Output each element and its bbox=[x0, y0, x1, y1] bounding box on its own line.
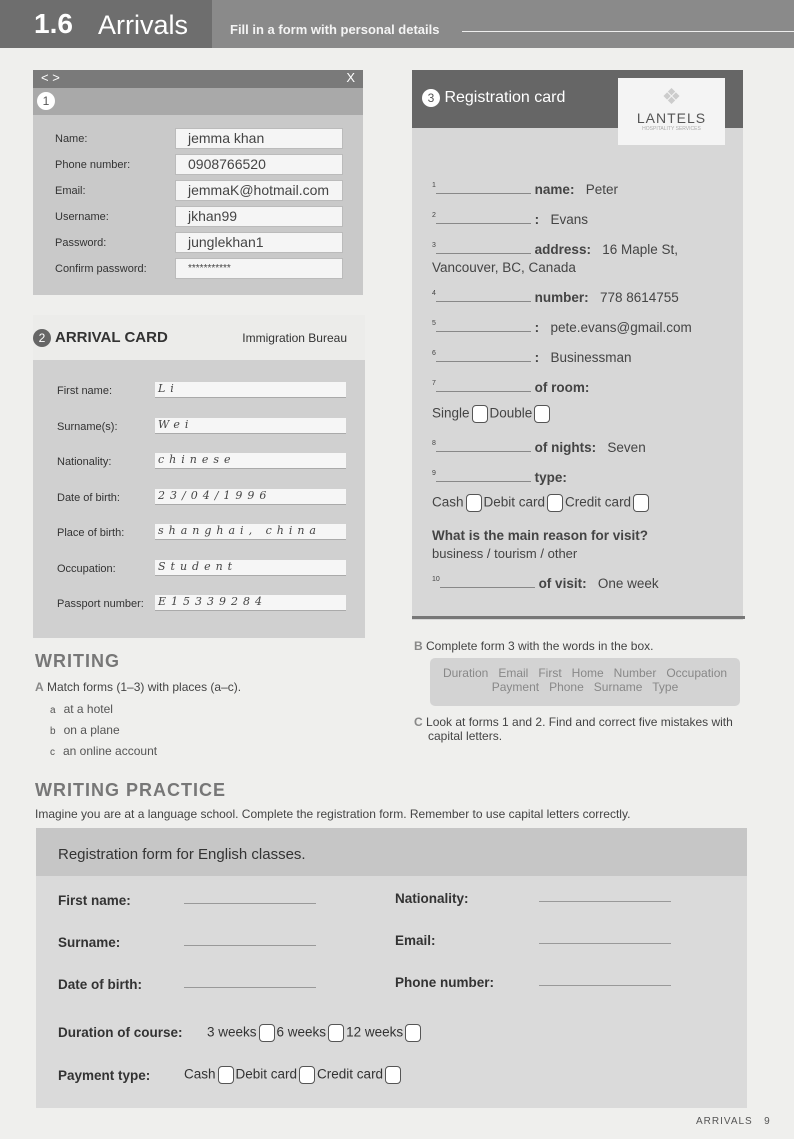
field-value: 778 8614755 bbox=[599, 290, 679, 305]
blank-field[interactable] bbox=[436, 481, 531, 482]
letter-box-input[interactable]: 23/04/1996 bbox=[155, 489, 346, 505]
field-name: name: bbox=[534, 182, 575, 197]
option-debit: Debit card bbox=[483, 494, 546, 510]
checkbox-credit[interactable] bbox=[633, 494, 649, 512]
blank-field[interactable] bbox=[184, 987, 316, 988]
checkbox-credit-card[interactable] bbox=[385, 1066, 401, 1084]
line-number: 10 bbox=[432, 576, 440, 583]
line-number: 5 bbox=[432, 320, 436, 327]
line-number: 6 bbox=[432, 350, 436, 357]
registration-card-title: Registration card bbox=[444, 89, 566, 106]
unit-title: Arrivals bbox=[98, 10, 189, 40]
online-account-form bbox=[33, 70, 363, 295]
exercise-letter: C bbox=[414, 715, 423, 729]
field-name: number: bbox=[534, 290, 589, 305]
option-credit-card: Credit card bbox=[317, 1066, 384, 1082]
blank-field[interactable] bbox=[440, 587, 535, 588]
field-value: 16 Maple St, bbox=[602, 242, 679, 257]
field-name: : bbox=[534, 212, 540, 227]
option-3-weeks: 3 weeks bbox=[207, 1024, 257, 1040]
option-letter: a bbox=[50, 705, 56, 716]
field-value: Peter bbox=[585, 182, 618, 197]
field-name: of room: bbox=[534, 380, 590, 395]
registration-line bbox=[432, 212, 733, 227]
field-label: Password: bbox=[55, 237, 107, 249]
checkbox-single[interactable] bbox=[472, 405, 488, 423]
text-input[interactable]: jkhan99 bbox=[175, 206, 343, 227]
reason-options: business / tourism / other bbox=[432, 546, 578, 561]
blank-field[interactable] bbox=[436, 193, 531, 194]
lantels-logo bbox=[618, 78, 725, 145]
place-option: an online account bbox=[63, 744, 158, 758]
blank-field[interactable] bbox=[436, 361, 531, 362]
field-label: Email: bbox=[395, 933, 436, 948]
text-input[interactable]: jemma khan bbox=[175, 128, 343, 149]
option-12-weeks: 12 weeks bbox=[346, 1024, 404, 1040]
arrival-card-title: ARRIVAL CARD bbox=[55, 329, 168, 346]
registration-line bbox=[432, 380, 733, 395]
blank-field[interactable] bbox=[436, 451, 531, 452]
exercise-letter: B bbox=[414, 639, 423, 653]
field-label: First name: bbox=[57, 385, 113, 397]
blank-field[interactable] bbox=[436, 253, 531, 254]
word-box-line: Payment Phone Surname Type bbox=[491, 680, 679, 694]
blank-field[interactable] bbox=[436, 301, 531, 302]
line-number: 8 bbox=[432, 440, 436, 447]
text-input[interactable]: 0908766520 bbox=[175, 154, 343, 175]
field-label: Username: bbox=[55, 211, 109, 223]
word-box-line: Duration Email First Home Number Occupation bbox=[442, 666, 728, 680]
text-input[interactable]: junglekhan1 bbox=[175, 232, 343, 253]
logo-text: LANTELS bbox=[636, 110, 707, 126]
place-option: on a plane bbox=[63, 723, 120, 737]
payment-type-label: Payment type: bbox=[58, 1068, 151, 1083]
line-number: 3 bbox=[432, 242, 436, 249]
field-label: Place of birth: bbox=[57, 527, 125, 539]
registration-card-form bbox=[412, 70, 743, 620]
blank-field[interactable] bbox=[184, 945, 316, 946]
field-label: Confirm password: bbox=[55, 263, 147, 275]
registration-line bbox=[432, 440, 733, 455]
field-label: Nationality: bbox=[57, 456, 112, 468]
field-name: of nights: bbox=[534, 440, 597, 455]
field-label: Nationality: bbox=[395, 891, 469, 906]
blank-field[interactable] bbox=[539, 943, 671, 944]
line-number: 7 bbox=[432, 380, 436, 387]
field-label: Email: bbox=[55, 185, 86, 197]
footer-section: ARRIVALS bbox=[696, 1116, 753, 1127]
letter-box-input[interactable]: shanghai, china bbox=[155, 524, 346, 540]
duration-label: Duration of course: bbox=[58, 1025, 183, 1040]
field-name: : bbox=[534, 350, 540, 365]
form-number-badge: 3 bbox=[422, 89, 440, 107]
close-icon[interactable]: X bbox=[346, 70, 355, 85]
letter-box-input[interactable]: Student bbox=[155, 560, 346, 576]
checkbox-double[interactable] bbox=[534, 405, 550, 423]
logo-emblem-icon: ❖ bbox=[661, 84, 682, 109]
nav-arrows-icon[interactable]: < > bbox=[41, 70, 60, 85]
form-number-badge: 1 bbox=[37, 92, 55, 110]
exercise-a-instruction: Match forms (1–3) with places (a–c). bbox=[47, 680, 242, 694]
field-label: Phone number: bbox=[55, 159, 131, 171]
exercise-b-instruction: Complete form 3 with the words in the box. bbox=[426, 639, 654, 653]
field-label: Occupation: bbox=[57, 562, 116, 575]
blank-field[interactable] bbox=[539, 901, 671, 902]
field-label: Surname: bbox=[58, 935, 121, 950]
practice-instructions: Imagine you are at a language school. Complete the registration form. Remember to use capital letters correctly. bbox=[35, 807, 631, 821]
letter-box-input[interactable]: Li bbox=[155, 382, 346, 398]
place-option: at a hotel bbox=[63, 702, 113, 716]
option-letter: c bbox=[50, 747, 55, 758]
field-label: Phone number: bbox=[395, 975, 495, 990]
field-label: Date of birth: bbox=[58, 977, 142, 992]
writing-practice-heading: WRITING PRACTICE bbox=[35, 780, 226, 800]
page-number: 9 bbox=[764, 1116, 771, 1127]
text-input[interactable]: *********** bbox=[175, 258, 343, 279]
registration-line bbox=[432, 182, 733, 197]
unit-header bbox=[0, 0, 794, 48]
option-single: Single bbox=[432, 405, 470, 421]
checkbox-3-weeks[interactable] bbox=[259, 1024, 275, 1042]
line-number: 4 bbox=[432, 290, 436, 297]
field-value-continued: Vancouver, BC, Canada bbox=[432, 260, 576, 275]
registration-line bbox=[432, 470, 733, 485]
field-name: type: bbox=[534, 470, 567, 485]
option-letter: b bbox=[50, 726, 56, 737]
english-class-registration-form bbox=[36, 828, 747, 1108]
field-value: One week bbox=[597, 576, 659, 591]
option-6-weeks: 6 weeks bbox=[276, 1024, 327, 1040]
option-double: Double bbox=[489, 405, 533, 421]
checkbox-debit-card[interactable] bbox=[299, 1066, 315, 1084]
text-input[interactable]: jemmaK@hotmail.com bbox=[175, 180, 343, 201]
letter-box-input[interactable]: Wei bbox=[155, 418, 346, 434]
writing-heading: WRITING bbox=[35, 651, 120, 671]
option-cash: Cash bbox=[432, 494, 464, 510]
field-label: Name: bbox=[55, 133, 88, 145]
unit-number: 1.6 bbox=[34, 8, 73, 39]
field-value: Evans bbox=[550, 212, 588, 227]
line-number: 1 bbox=[432, 182, 436, 189]
registration-line bbox=[432, 242, 733, 275]
blank-field[interactable] bbox=[436, 391, 531, 392]
option-credit: Credit card bbox=[565, 494, 632, 510]
field-value: Businessman bbox=[550, 350, 632, 365]
letter-box-input[interactable]: chinese bbox=[155, 453, 346, 469]
letter-box-input[interactable]: E15339284 bbox=[155, 595, 346, 611]
header-rule bbox=[462, 31, 794, 32]
unit-subtitle: Fill in a form with personal details bbox=[230, 22, 440, 37]
field-label: Passport number: bbox=[57, 598, 144, 610]
line-number: 2 bbox=[432, 212, 436, 219]
payment-type-options bbox=[184, 1066, 403, 1084]
option-cash: Cash bbox=[184, 1066, 216, 1082]
blank-field[interactable] bbox=[436, 331, 531, 332]
checkbox-cash[interactable] bbox=[466, 494, 482, 512]
logo-subtext: HOSPITALITY SERVICES bbox=[642, 126, 701, 132]
exercise-letter: A bbox=[35, 680, 44, 694]
field-label: Date of birth: bbox=[57, 491, 120, 504]
field-name: of visit: bbox=[538, 576, 587, 591]
room-options bbox=[432, 405, 733, 423]
word-box bbox=[430, 658, 740, 706]
field-label: Surname(s): bbox=[57, 420, 118, 433]
checkbox-6-weeks[interactable] bbox=[328, 1024, 344, 1042]
blank-field[interactable] bbox=[184, 903, 316, 904]
window-titlebar bbox=[33, 70, 363, 88]
checkbox-cash[interactable] bbox=[218, 1066, 234, 1084]
page-footer bbox=[696, 1116, 771, 1127]
field-value: Seven bbox=[607, 440, 646, 455]
form-number-badge: 2 bbox=[33, 329, 51, 347]
registration-line bbox=[432, 320, 733, 335]
field-name: : bbox=[534, 320, 540, 335]
form3-bottom-rule bbox=[412, 616, 745, 619]
practice-form-title: Registration form for English classes. bbox=[36, 828, 747, 876]
line-number: 9 bbox=[432, 470, 436, 477]
checkbox-12-weeks[interactable] bbox=[405, 1024, 421, 1042]
arrival-card-form bbox=[33, 315, 365, 638]
field-value: pete.evans@gmail.com bbox=[550, 320, 692, 335]
field-name: address: bbox=[534, 242, 591, 257]
reason-question: What is the main reason for visit? bbox=[432, 528, 649, 543]
payment-options bbox=[432, 494, 733, 512]
registration-line bbox=[432, 290, 733, 305]
registration-line bbox=[432, 576, 733, 591]
blank-field[interactable] bbox=[539, 985, 671, 986]
issuer-label: Immigration Bureau bbox=[242, 330, 347, 345]
registration-line bbox=[432, 350, 733, 365]
exercise-c-instruction: Look at forms 1 and 2. Find and correct five mistakes with capital letters. bbox=[426, 715, 733, 743]
checkbox-debit[interactable] bbox=[547, 494, 563, 512]
duration-options bbox=[207, 1024, 423, 1042]
field-label: First name: bbox=[58, 893, 131, 908]
blank-field[interactable] bbox=[436, 223, 531, 224]
option-debit-card: Debit card bbox=[235, 1066, 298, 1082]
